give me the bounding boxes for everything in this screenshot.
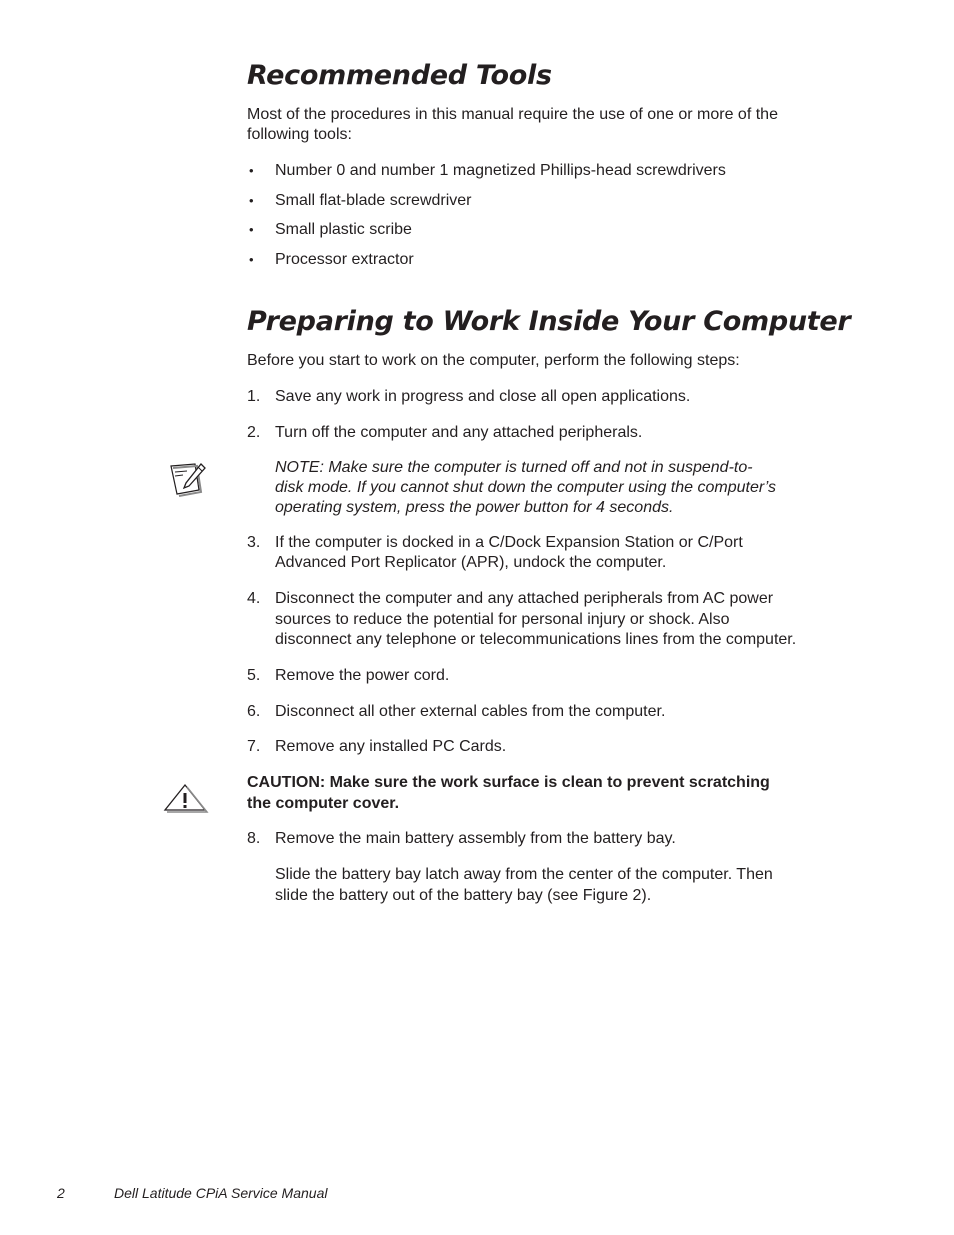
step-number: 4. <box>247 590 261 607</box>
step-number: 6. <box>247 703 261 720</box>
caution-line: CAUTION: Make sure the work surface is clean to prevent scratching <box>247 774 770 791</box>
bullet-marker: • <box>249 222 254 237</box>
step-text: Disconnect the computer and any attached peripherals from AC power <box>275 590 774 607</box>
bullet-marker: • <box>249 193 254 208</box>
note-line: NOTE: Make sure the computer is turned off and not in suspend-to- <box>275 459 753 476</box>
step-number: 8. <box>247 830 261 847</box>
step-number: 5. <box>247 667 261 684</box>
step-text: Remove any installed PC Cards. <box>275 738 507 755</box>
tools-intro-line-1: Most of the procedures in this manual require the use of one or more of the <box>247 106 778 123</box>
step-text: Save any work in progress and close all open applications. <box>275 388 691 405</box>
step-8-detail: slide the battery out of the battery bay (see Figure 2). <box>275 887 652 904</box>
bullet-marker: • <box>249 252 254 267</box>
step-number: 1. <box>247 388 261 405</box>
section-heading-recommended-tools: Recommended Tools <box>247 60 552 91</box>
step-text: Remove the power cord. <box>275 667 450 684</box>
footer-manual-title: Dell Latitude CPiA Service Manual <box>114 1185 328 1201</box>
tool-item: Small plastic scribe <box>275 221 412 238</box>
caution-triangle-icon <box>163 783 209 813</box>
note-line: disk mode. If you cannot shut down the computer using the computer’s <box>275 479 777 496</box>
step-text: Disconnect all other external cables from the computer. <box>275 703 666 720</box>
step-text: disconnect any telephone or telecommunications lines from the computer. <box>275 631 797 648</box>
step-text: sources to reduce the potential for personal injury or shock. Also <box>275 611 730 628</box>
note-line: operating system, press the power button for 4 seconds. <box>275 499 674 516</box>
step-8-detail: Slide the battery bay latch away from the center of the computer. Then <box>275 866 773 883</box>
tool-item: Small flat-blade screwdriver <box>275 192 472 209</box>
note-pencil-icon <box>165 460 207 498</box>
step-text: Remove the main battery assembly from the battery bay. <box>275 830 676 847</box>
step-number: 3. <box>247 534 261 551</box>
caution-line: the computer cover. <box>247 795 400 812</box>
step-text: Advanced Port Replicator (APR), undock the computer. <box>275 554 667 571</box>
tool-item: Processor extractor <box>275 251 414 268</box>
section-heading-preparing: Preparing to Work Inside Your Computer <box>247 306 851 337</box>
preparing-intro: Before you start to work on the computer, perform the following steps: <box>247 352 740 369</box>
bullet-marker: • <box>249 163 254 178</box>
tool-item: Number 0 and number 1 magnetized Phillips-head screwdrivers <box>275 162 726 179</box>
step-number: 2. <box>247 424 261 441</box>
tools-intro-line-2: following tools: <box>247 126 352 143</box>
step-number: 7. <box>247 738 261 755</box>
step-text: Turn off the computer and any attached peripherals. <box>275 424 643 441</box>
page-number: 2 <box>57 1185 65 1201</box>
step-text: If the computer is docked in a C/Dock Expansion Station or C/Port <box>275 534 743 551</box>
